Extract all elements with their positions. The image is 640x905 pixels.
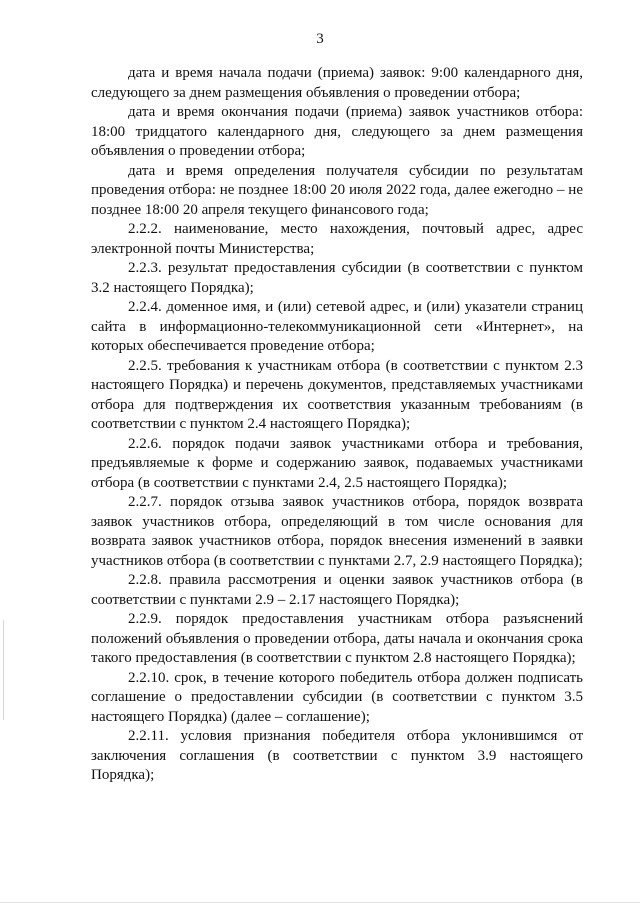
paragraph-2-2-8: 2.2.8. правила рассмотрения и оценки заявок участников отбора (в соответствии с пунктами 2.9 – 2.17 настоящего Порядка); [91,572,583,608]
paragraph-2-2-5: 2.2.5. требования к участникам отбора (в соответствии с пунктом 2.3 настоящего Порядка) и перечень документов, представляемых участниками отбора для подтверждения их соответствия указанным требованиям (в соответствии с пунктом 2.4 настоящего Порядка); [91,357,583,432]
paragraph-2-2-2: 2.2.2. наименование, место нахождения, почтовый адрес, адрес электронной почты Министерства; [91,221,583,257]
paragraph-application-start-date: дата и время начала подачи (приема) заявок: 9:00 календарного дня, следующего за днем размещения объявления о проведении отбора; [91,65,583,101]
paragraph-2-2-9: 2.2.9. порядок предоставления участникам отбора разъяснений положений объявления о проведении отбора, даты начала и окончания срока такого предоставления (в соответствии с пунктом 2.8 настоящего Порядка); [91,611,583,666]
paragraph-2-2-6: 2.2.6. порядок подачи заявок участниками отбора и требования, предъявляемые к форме и содержанию заявок, подаваемых участниками отбора (в соответствии с пунктами 2.4, 2.5 настоящего Порядка); [91,435,583,491]
document-body [91,64,583,786]
paragraph-2-2-7: 2.2.7. порядок отзыва заявок участников отбора, порядок возврата заявок участников отбора, определяющий в том числе основания для возврата заявок участников отбора, порядок внесения изменений в заявки участников отбора (в соответствии с пунктами 2.7, 2.9 настоящего Порядка); [91,494,583,569]
paragraph-2-2-3: 2.2.3. результат предоставления субсидии (в соответствии с пунктом 3.2 настоящего Порядка); [91,260,583,296]
paragraph-2-2-10: 2.2.10. срок, в течение которого победитель отбора должен подписать соглашение о предоставлении субсидии (в соответствии с пунктом 3.5 настоящего Порядка) (далее – соглашение); [91,669,583,725]
scan-edge-left [3,620,4,720]
paragraph-2-2-4: 2.2.4. доменное имя, и (или) сетевой адрес, и (или) указатели страниц сайта в информационно-телекоммуникационной сети «Интернет», на которых обеспечивается проведение отбора; [91,299,583,354]
scan-edge-bottom [0,902,640,903]
paragraph-recipient-determination-date: дата и время определения получателя субсидии по результатам проведения отбора: не позднее 18:00 20 июля 2022 года, далее ежегодно – не позднее 18:00 20 апреля текущего финансового года; [91,162,583,218]
page-number: 3 [316,31,324,47]
paragraph-2-2-11: 2.2.11. условия признания победителя отбора уклонившимся от заключения соглашения (в соответствии с пунктом 3.9 настоящего Порядка); [91,728,583,783]
paragraph-application-end-date: дата и время окончания подачи (приема) заявок участников отбора: 18:00 тридцатого календарного дня, следующего за днем размещения объявления о проведении отбора; [91,104,583,159]
